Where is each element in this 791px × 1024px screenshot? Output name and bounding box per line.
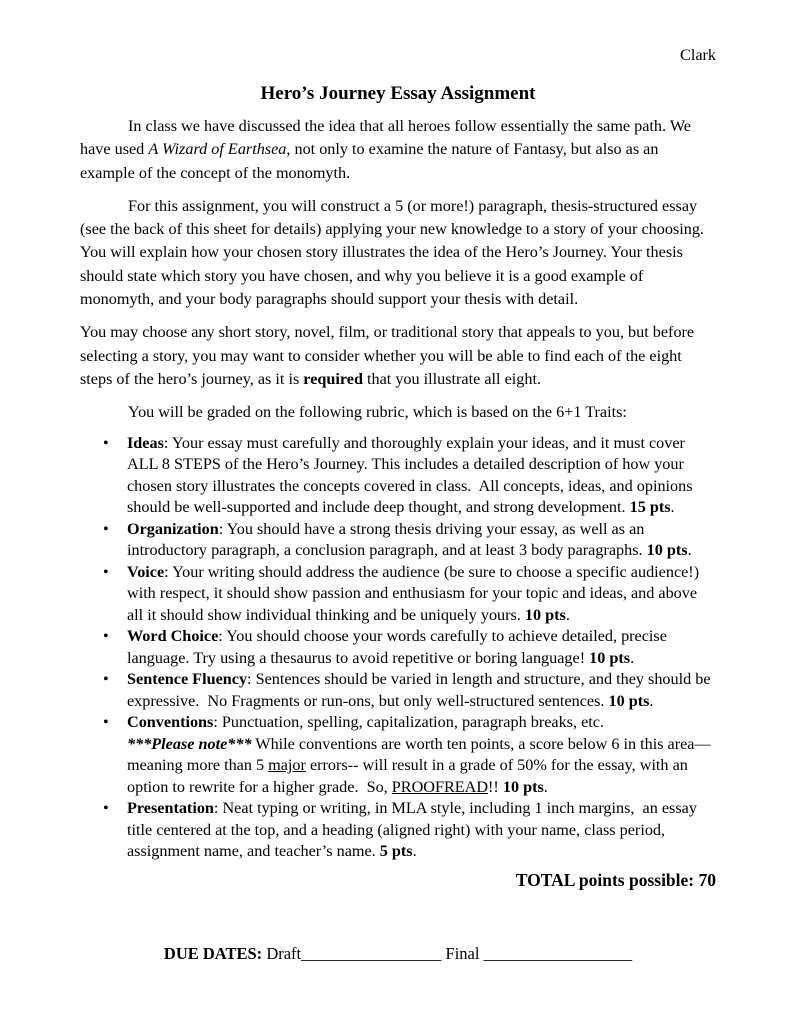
text-run: ***Please note*** bbox=[127, 734, 252, 753]
text-run: errors-- will result in a grade of 50% for the essay, with an option to rewrite for a higher grade. So, bbox=[127, 756, 692, 796]
rubric-item bbox=[127, 798, 716, 863]
text-run: While conventions are worth ten points, a score below 6 in this area—meaning more than 5 bbox=[127, 734, 711, 775]
due-dates-line bbox=[80, 942, 716, 965]
intro-paragraphs bbox=[80, 115, 716, 425]
text-run: 15 pts bbox=[629, 498, 671, 517]
rubric-list bbox=[80, 433, 716, 863]
text-run: For this assignment, you will construct a 5 (or more!) paragraph, thesis-structured essay (see the back of this sheet for details) applying your new knowledge to a story of your choosing. You will explain how your chosen story illustrates the idea of the Hero’s Journey. Your thesis should state which story you have chosen, and why you believe it is a good example of monomyth, and your body paragraphs should support your thesis with detail. bbox=[80, 196, 712, 309]
text-run: : Punctuation, spelling, capitalization, paragraph breaks, etc. bbox=[213, 713, 609, 732]
paragraph bbox=[80, 115, 716, 185]
text-run: Sentence Fluency bbox=[127, 670, 248, 689]
text-run: 10 pts bbox=[524, 605, 566, 624]
text-run: Final bbox=[441, 943, 484, 963]
text-run: 10 pts bbox=[608, 691, 650, 710]
text-run: Voice bbox=[127, 562, 165, 581]
text-run: : You should choose your words carefully to achieve detailed, precise language. Try using a thesaurus to avoid repetitive or boring language! bbox=[127, 627, 671, 667]
text-run: PROOFREAD bbox=[391, 777, 489, 796]
text-run: : Your writing should address the audience (be sure to choose a specific audience!) with respect, it should show passion and enthusiasm for your topic and ideas, and above all it should show individual thinking and be uniquely yours. bbox=[127, 562, 704, 624]
text-run: Presentation bbox=[127, 799, 214, 818]
rubric-item bbox=[127, 712, 716, 798]
text-run: : Your essay must carefully and thoroughly explain your ideas, and it must cover ALL 8 STEPS of the Hero’s Journey. This includes a detailed description of how your chosen story illustrates the concepts covered in class. All concepts, ideas, and opinions should be well-supported and include deep thought, and strong development. bbox=[127, 433, 697, 517]
text-run: Word Choice bbox=[127, 627, 219, 646]
text-run: . bbox=[687, 541, 692, 560]
text-run: DUE DATES: bbox=[163, 943, 263, 963]
text-run: Organization bbox=[127, 519, 219, 538]
rubric-item bbox=[127, 626, 716, 669]
text-run: Conventions bbox=[127, 713, 214, 732]
rubric-item bbox=[127, 433, 716, 519]
text-run: You will be graded on the following rubric, which is based on the 6+1 Traits: bbox=[128, 403, 627, 422]
text-run: that you illustrate all eight. bbox=[362, 369, 541, 388]
text-run: . bbox=[543, 777, 548, 796]
text-run: _________________ bbox=[301, 943, 442, 963]
text-run: 5 pts bbox=[379, 842, 413, 861]
text-run: : Neat typing or writing, in MLA style, including 1 inch margins, an essay title centered at the top, and a heading (aligned right) with your name, class period, assignment name, and teacher’s name. bbox=[127, 799, 701, 861]
text-run: . bbox=[565, 605, 570, 624]
text-run: required bbox=[303, 369, 363, 388]
text-run: . bbox=[649, 691, 654, 710]
text-run: , not only to examine the nature of Fantasy, but also as an example of the concept of the monomyth. bbox=[80, 140, 663, 182]
rubric-item bbox=[127, 669, 716, 712]
text-run: 10 pts bbox=[646, 541, 688, 560]
paragraph bbox=[80, 195, 716, 311]
text-run: 10 pts bbox=[502, 777, 544, 796]
text-run: : You should have a strong thesis driving your essay, as well as an introductory paragraph, a conclusion paragraph, and at least 3 body paragraphs. bbox=[127, 519, 649, 560]
total-points: TOTAL points possible: 70 bbox=[515, 869, 716, 890]
rubric-item bbox=[127, 519, 716, 562]
text-run: : Sentences should be varied in length and structure, and they should be expressive. No Fragments or run-ons, but only well-structured sentences. bbox=[127, 670, 715, 710]
text-run: . bbox=[670, 498, 675, 517]
text-run: . bbox=[412, 842, 417, 861]
text-run: 10 pts bbox=[589, 648, 631, 667]
paragraph bbox=[80, 401, 716, 424]
text-run: !! bbox=[488, 777, 503, 796]
rubric-item bbox=[127, 562, 716, 627]
paragraph bbox=[80, 321, 716, 391]
author-name: Clark bbox=[680, 46, 716, 64]
text-run: major bbox=[268, 756, 306, 775]
text-run: Draft bbox=[262, 943, 302, 963]
text-run: __________________ bbox=[483, 943, 633, 963]
text-run: A Wizard of Earthsea bbox=[148, 140, 287, 159]
text-run: Ideas bbox=[127, 433, 164, 452]
page-title: Hero’s Journey Essay Assignment bbox=[260, 83, 536, 104]
text-run: In class we have discussed the idea that all heroes follow essentially the same path. We have used bbox=[80, 117, 696, 159]
text-run: . bbox=[630, 648, 635, 667]
text-run: You may choose any short story, novel, film, or traditional story that appeals to you, but before selecting a story, you may want to consider whether you will be able to find each of the eight steps of the hero’s journey, as it is bbox=[80, 323, 699, 388]
